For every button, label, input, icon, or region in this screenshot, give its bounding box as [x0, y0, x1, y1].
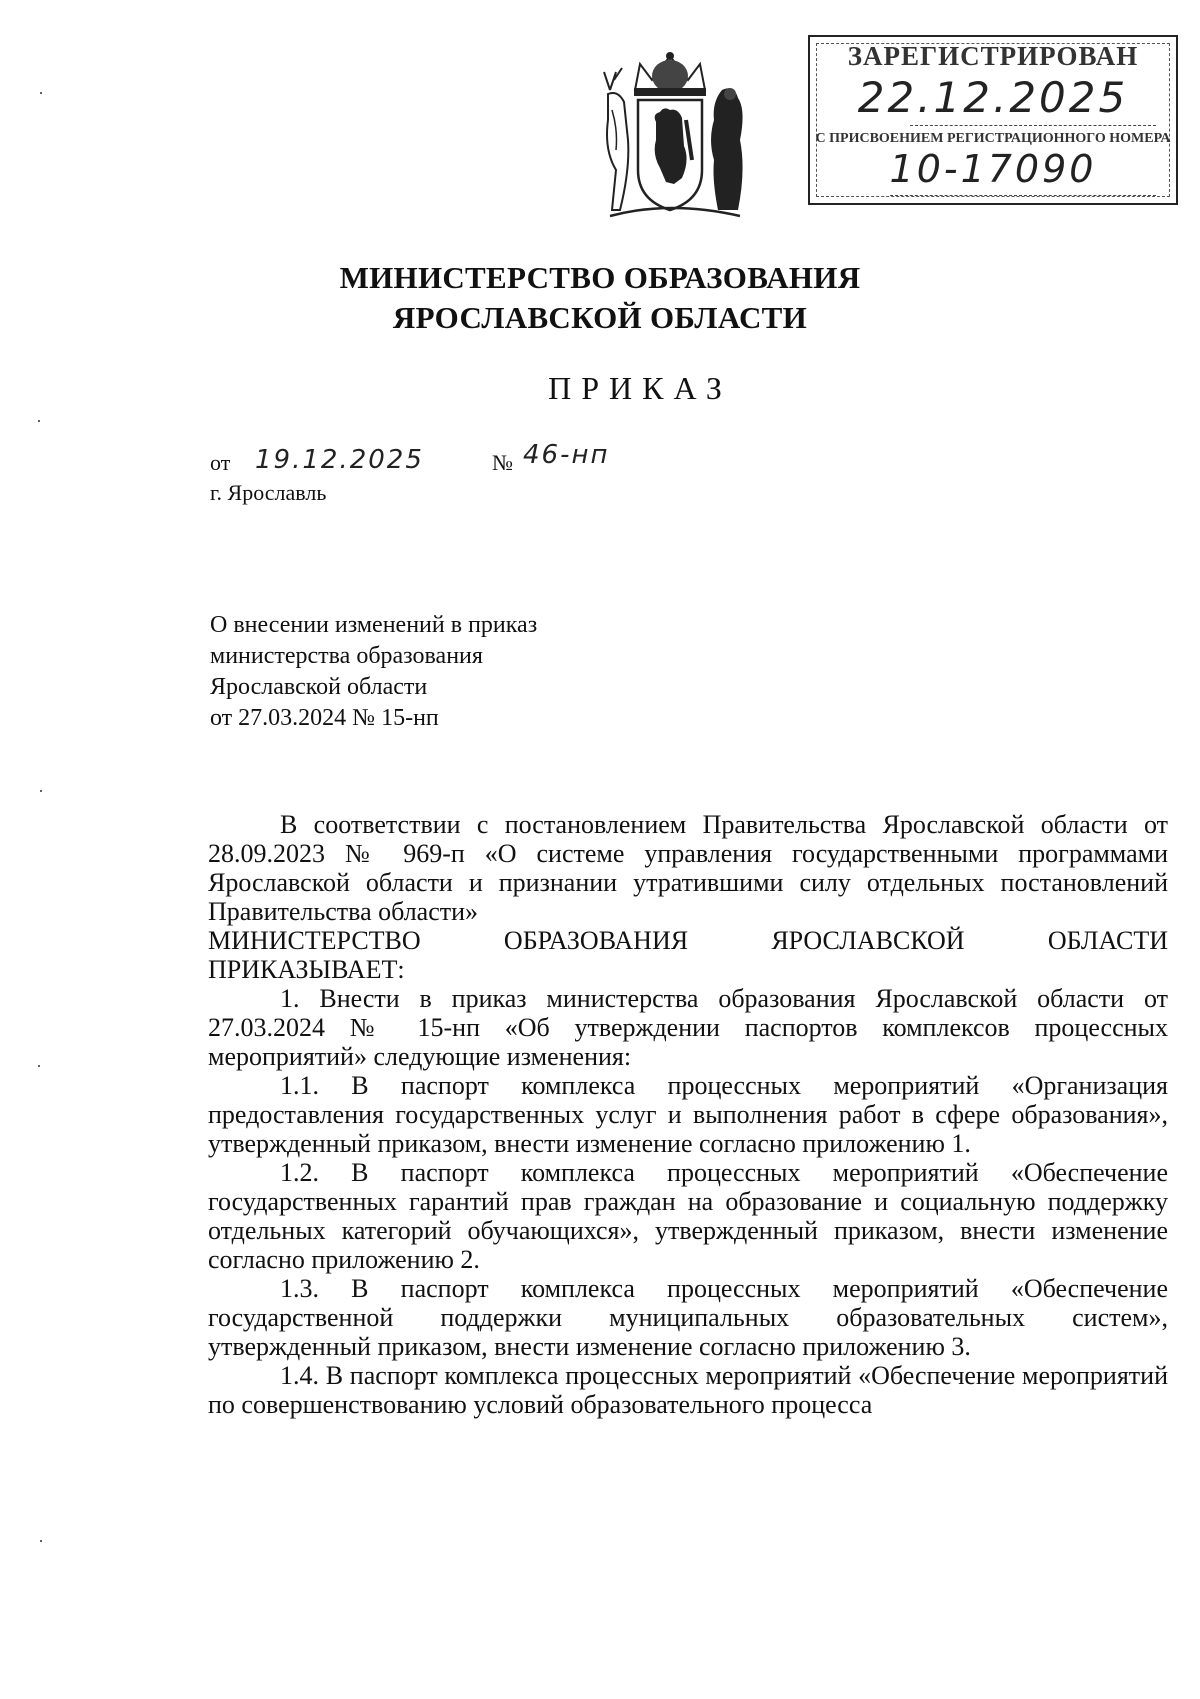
subject-line: министерства образования — [210, 643, 483, 669]
handwritten-date: 19.12.2025 — [255, 445, 424, 475]
document-type-title: ПРИКАЗ — [548, 370, 732, 406]
stamp-caption: С ПРИСВОЕНИЕМ РЕГИСТРАЦИОННОГО НОМЕРА — [815, 131, 1171, 146]
number-label: № — [492, 450, 513, 475]
city: г. Ярославль — [210, 480, 327, 505]
scan-speck — [40, 92, 42, 94]
subject-line: О внесении изменений в приказ — [210, 612, 538, 638]
date-label: от — [210, 450, 231, 475]
order-item: 1.3. В паспорт комплекса процессных мероприятий «Обеспечение государственной поддержки муниципальных образовательных систем», утвержденный приказом, внести изменение согласно приложению 3. — [208, 1274, 1168, 1361]
handwritten-number: 46-нп — [523, 440, 610, 470]
stamp-registration-date: 22.12.2025 — [857, 73, 1129, 122]
order-body — [208, 810, 1168, 1419]
ministry-heading — [0, 258, 1200, 338]
scan-speck — [38, 420, 40, 422]
ministry-heading-line: МИНИСТЕРСТВО ОБРАЗОВАНИЯ — [339, 260, 861, 295]
order-item: 1.4. В паспорт комплекса процессных мероприятий «Обеспечение мероприятий по совершенствованию условий образовательного процесса — [208, 1361, 1168, 1419]
scan-speck — [38, 1065, 40, 1067]
subject-line: Ярославской области — [210, 674, 428, 700]
stamp-underline — [890, 195, 1156, 196]
orders-keyword: ПРИКАЗЫВАЕТ: — [208, 955, 405, 984]
order-item: 1.1. В паспорт комплекса процессных мероприятий «Организация предоставления государственных услуг и выполнения работ в сфере образования», утвержденный приказом, внести изменение согласно приложению 1. — [208, 1071, 1168, 1158]
coat-of-arms-emblem — [590, 50, 750, 230]
scan-speck — [40, 1540, 42, 1542]
order-subject — [210, 610, 537, 734]
stamp-title: ЗАРЕГИСТРИРОВАН — [847, 41, 1139, 71]
order-item: 1.2. В паспорт комплекса процессных мероприятий «Обеспечение государственных гарантий прав граждан на образование и социальную поддержку отдельных категорий обучающихся», утвержденный приказом, внести изменение согласно приложению 2. — [208, 1158, 1168, 1274]
ministry-heading-line: ЯРОСЛАВСКОЙ ОБЛАСТИ — [392, 300, 808, 335]
scan-speck — [40, 790, 42, 792]
order-item: 1. Внести в приказ министерства образования Ярославской области от 27.03.2024 № 15-нп «Об утверждении паспортов комплексов процессных мероприятий» следующие изменения: — [208, 984, 1168, 1071]
stamp-underline — [910, 125, 1156, 126]
preamble-paragraph: В соответствии с постановлением Правительства Ярославской области от 28.09.2023 № 969-п «О системе управления государственными программами Ярославской области и признании утратившими силу отдельных постановлений Правительства области» — [208, 810, 1168, 926]
registration-stamp — [808, 35, 1178, 205]
subject-line: от 27.03.2024 № 15-нп — [210, 705, 439, 731]
stamp-registration-number: 10-17090 — [889, 147, 1097, 191]
ministry-orders-line: МИНИСТЕРСТВО ОБРАЗОВАНИЯ ЯРОСЛАВСКОЙ ОБЛАСТИ — [208, 926, 1168, 955]
